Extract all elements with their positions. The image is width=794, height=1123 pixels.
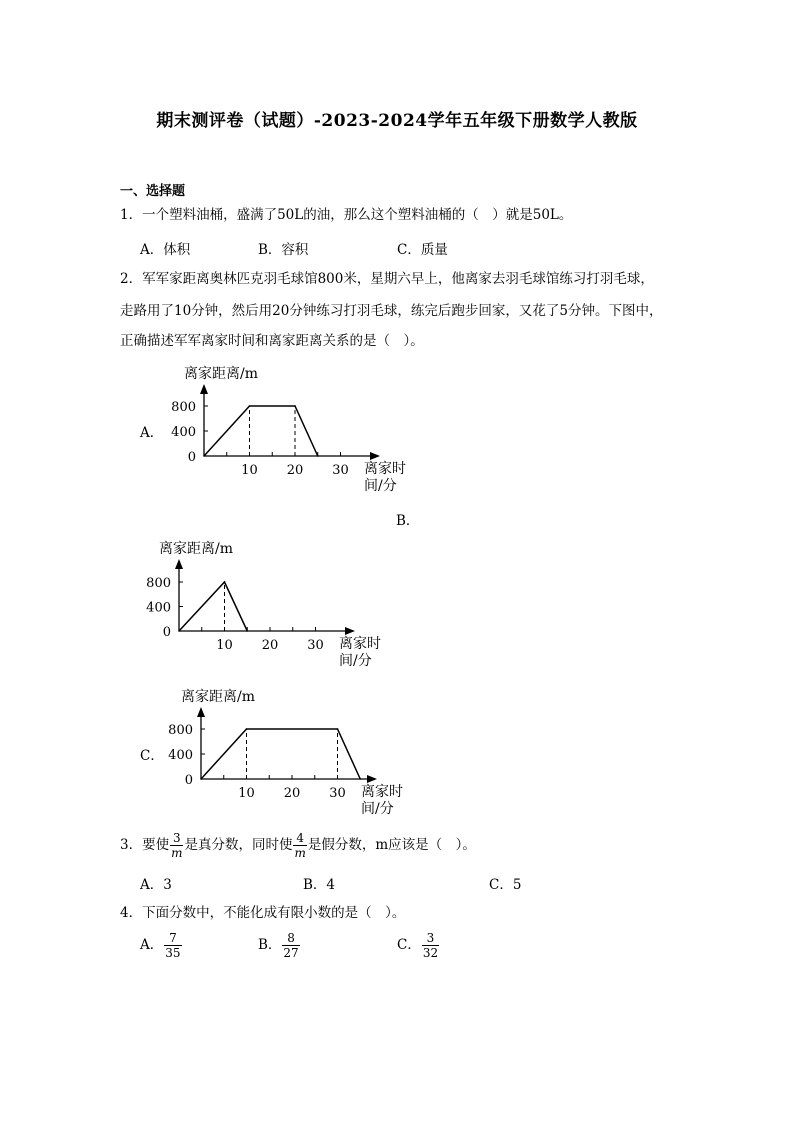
graph-a-y-label-400: 400	[171, 425, 196, 440]
q1-option-b[interactable]: B．容积	[258, 242, 309, 258]
q3-option-b[interactable]: B．4	[303, 877, 336, 893]
graph-c-y-label-0: 0	[184, 773, 193, 788]
graph-c-y-label-800: 800	[168, 723, 193, 738]
q3-f2-denominator: m	[294, 846, 306, 860]
question-1: 1．一个塑料油桶，盛满了50L的油，那么这个塑料油桶的（ ）就是50L。	[120, 207, 573, 223]
question-2-line-1: 2．军军家距离奥林匹克羽毛球馆800米，星期六早上，他离家去羽毛球馆练习打羽毛球，	[120, 271, 654, 287]
graph-c-point-0	[200, 778, 202, 780]
q4-option-c[interactable]	[397, 932, 440, 959]
question-2-line-3: 正确描述军军离家时间和离家距离关系的是（ ）。	[120, 333, 424, 349]
graph-a-point-0	[203, 455, 205, 457]
q1-option-a[interactable]: A．体积	[140, 242, 191, 258]
graph-b-y-label-400: 400	[146, 600, 171, 616]
graph-a-x-label-20: 20	[286, 463, 304, 478]
graph-b-point-2	[246, 630, 248, 632]
graph-b-y-label-800: 800	[146, 576, 171, 591]
graph-a-point-1	[249, 405, 251, 407]
graph-b-point-1	[224, 581, 226, 583]
q4-option-c-fraction	[422, 932, 439, 959]
graph-c-x-label-10: 10	[238, 786, 255, 801]
q4-a-denominator: 35	[165, 946, 181, 960]
q2-option-b-label[interactable]: B．	[396, 513, 420, 529]
graph-c-series-line	[201, 729, 360, 779]
q4-b-numerator: 8	[282, 932, 299, 946]
graph-a-x-arrow	[370, 452, 380, 460]
graph-a-x-label-10: 10	[241, 463, 258, 478]
q3-f1-denominator: m	[171, 846, 183, 860]
graph-a-x-title-2: 间/分	[364, 478, 397, 494]
graph-c-y-label-400: 400	[168, 748, 193, 763]
graph-c-x-label-20: 20	[283, 786, 301, 801]
q4-a-numerator: 7	[164, 932, 181, 946]
graph-c-point-1	[246, 728, 248, 730]
graph-a-point-2	[294, 405, 296, 407]
q4-option-c-label: C．	[397, 937, 421, 953]
question-2-line-2: 走路用了10分钟，然后用20分钟练习打羽毛球，练完后跑步回家，又花了5分钟。下图中，	[120, 303, 663, 319]
q4-option-a-label: A．	[140, 937, 164, 953]
graph-b-x-label-30: 30	[307, 638, 324, 653]
graph-b-point-0	[178, 630, 180, 632]
q4-c-denominator: 32	[422, 946, 439, 960]
q3-fraction-2	[293, 832, 306, 859]
graph-c-point-3	[359, 778, 361, 780]
graph-b-x-label-10: 10	[216, 638, 233, 653]
graph-c-y-title: 离家距离/m	[181, 689, 255, 705]
q3-option-a[interactable]: A．3	[140, 877, 172, 893]
graph-a-x-label-30: 30	[332, 463, 349, 478]
q2-option-a-label[interactable]: A．	[140, 425, 164, 441]
q4-option-b-fraction	[282, 932, 299, 959]
graph-b-series-line	[179, 582, 247, 631]
graph-b-x-title-2: 间/分	[339, 653, 372, 669]
q2-option-c-label[interactable]: C．	[140, 748, 164, 764]
graph-c-x-arrow	[367, 775, 377, 783]
graph-c-x-label-30: 30	[329, 786, 346, 801]
q3-option-c[interactable]: C．5	[489, 877, 522, 893]
graph-c-point-2	[337, 728, 339, 730]
q3-suffix: 是假分数，m应该是（ ）。	[307, 837, 476, 853]
graph-b-x-arrow	[345, 627, 355, 635]
page-title: 期末测评卷（试题）-2023-2024学年五年级下册数学人教版	[156, 111, 638, 131]
q4-c-numerator: 3	[422, 932, 439, 946]
q3-fraction-1	[170, 832, 183, 859]
graph-b-y-label-0: 0	[162, 625, 171, 640]
graph-a-point-3	[317, 455, 319, 457]
question-4: 4．下面分数中，不能化成有限小数的是（ ）。	[120, 905, 406, 921]
q4-option-b-label: B．	[258, 937, 282, 953]
q3-prefix: 3．要使	[120, 837, 170, 853]
q4-option-a[interactable]	[140, 932, 183, 959]
graph-a-x-title-1: 离家时	[364, 461, 406, 477]
graph-a-y-arrow	[200, 384, 208, 394]
q3-f1-numerator: 3	[170, 832, 183, 846]
q1-option-c[interactable]: C．质量	[397, 242, 448, 258]
q3-mid: 是真分数，同时使	[184, 837, 293, 853]
graph-a-series-line	[204, 406, 318, 456]
graph-a-y-label-800: 800	[171, 400, 196, 415]
q3-f2-numerator: 4	[293, 832, 306, 846]
section-heading: 一、选择题	[120, 184, 186, 199]
graph-c-x-title-1: 离家时	[361, 784, 403, 800]
graph-c-y-arrow	[197, 707, 205, 717]
graph-b-y-arrow	[175, 559, 183, 569]
question-3	[120, 830, 476, 860]
q4-b-denominator: 27	[283, 946, 299, 960]
q4-option-a-fraction	[164, 932, 181, 959]
graph-a-y-label-0: 0	[187, 450, 196, 465]
q4-option-b[interactable]	[258, 932, 301, 959]
graph-b-x-label-20: 20	[261, 638, 279, 653]
graph-b-y-title: 离家距离/m	[159, 541, 233, 557]
graph-a-y-title: 离家距离/m	[184, 366, 258, 382]
graph-c-x-title-2: 间/分	[361, 801, 394, 817]
graph-b-x-title-1: 离家时	[339, 636, 381, 652]
